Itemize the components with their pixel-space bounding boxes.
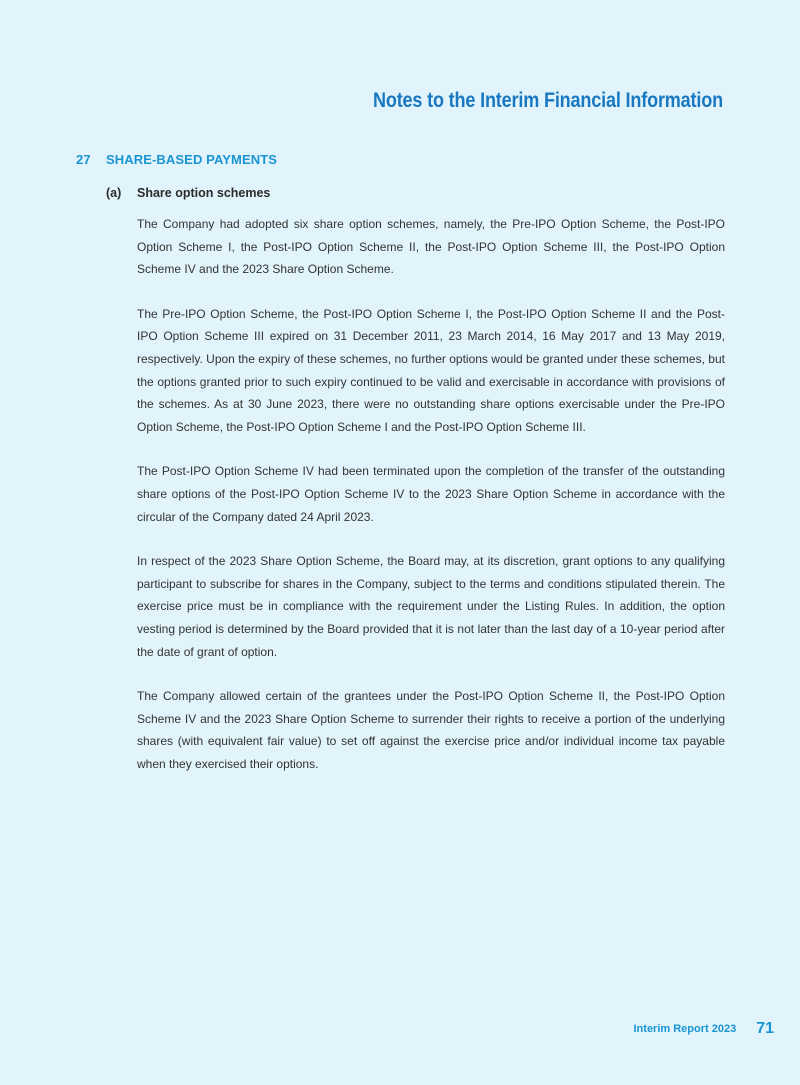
paragraph-2023-scheme: In respect of the 2023 Share Option Scheme, the Board may, at its discretion, grant options to any qualifying participant to subscribe for shares in the Company, subject to the terms and conditions stipulated therein. The exercise price must be in compliance with the requirement under the Listing Rules. In addition, the option vesting period is determined by the Board provided that it is not later than the last day of a 10-year period after the date of grant of option.	[137, 554, 725, 659]
body-text	[137, 213, 725, 797]
page-footer	[634, 1020, 775, 1038]
paragraph-surrender-rights: The Company allowed certain of the grantees under the Post-IPO Option Scheme II, the Post-IPO Option Scheme IV and the 2023 Share Option Scheme to surrender their rights to receive a portion of the underlying shares (with equivalent fair value) to set off against the exercise price and/or individual income tax payable when they exercised their options.	[137, 689, 725, 771]
subsection-label: (a)	[106, 186, 122, 200]
section-number: 27	[76, 152, 91, 167]
subsection-title: Share option schemes	[137, 186, 271, 200]
page-number: 71	[756, 1020, 774, 1037]
page-title: Notes to the Interim Financial Information	[373, 89, 723, 112]
paragraph-scheme-iv-terminated: The Post-IPO Option Scheme IV had been terminated upon the completion of the transfer of the outstanding share options of the Post-IPO Option Scheme IV to the 2023 Share Option Scheme in accordance with the circular of the Company dated 24 April 2023.	[137, 464, 725, 524]
section-heading	[76, 152, 277, 167]
paragraph-schemes-expired: The Pre-IPO Option Scheme, the Post-IPO Option Scheme I, the Post-IPO Option Scheme II and the Post-IPO Option Scheme III expired on 31 December 2011, 23 March 2014, 16 May 2017 and 13 May 2019, respectively. Upon the expiry of these schemes, no further options would be granted under these schemes, but the options granted prior to such expiry continued to be valid and exercisable in accordance with provisions of the schemes. As at 30 June 2023, there were no outstanding share options exercisable under the Pre-IPO Option Scheme, the Post-IPO Option Scheme I and the Post-IPO Option Scheme III.	[137, 306, 725, 434]
report-name: Interim Report 2023	[633, 1023, 737, 1035]
section-title: SHARE-BASED PAYMENTS	[106, 152, 278, 167]
paragraph-schemes-adopted: The Company had adopted six share option schemes, namely, the Pre-IPO Option Scheme, the Post-IPO Option Scheme I, the Post-IPO Option Scheme II, the Post-IPO Option Scheme III, the Post-IPO Option Scheme IV and the 2023 Share Option Scheme.	[137, 217, 725, 277]
subsection-heading	[106, 186, 270, 200]
